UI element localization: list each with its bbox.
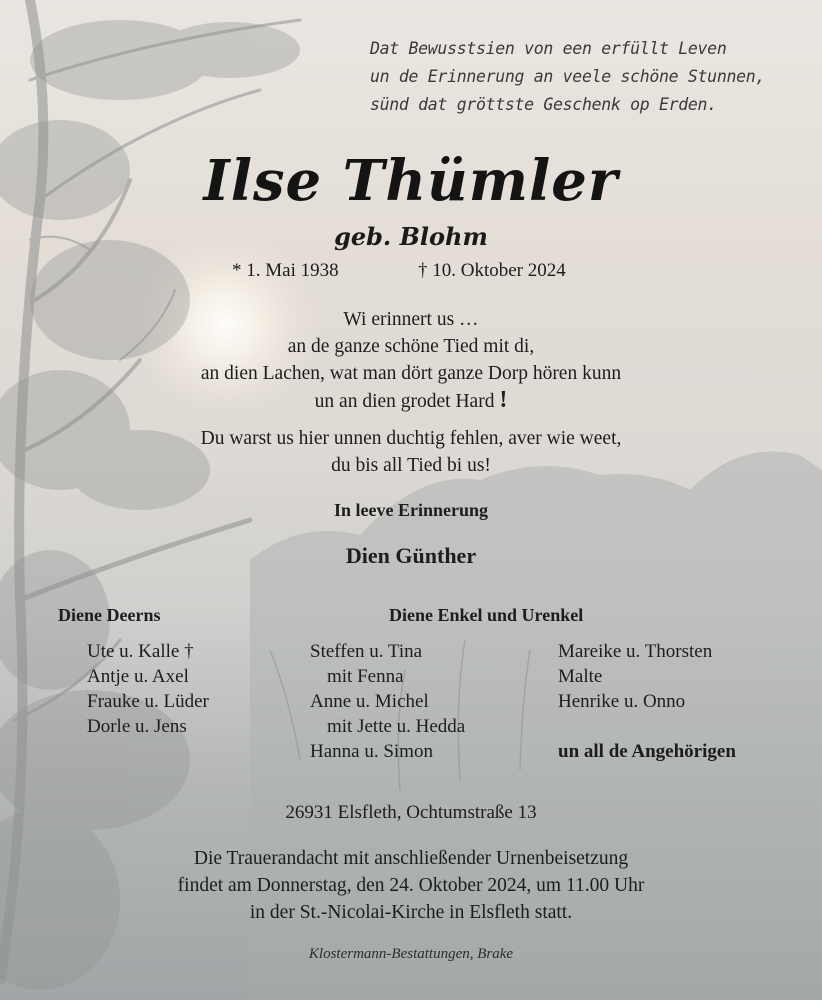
service-line: Die Trauerandacht mit anschließender Urnenbeisetzung: [193, 848, 629, 869]
list-spacer: [558, 714, 736, 739]
motto-line: sünd dat gröttste Geschenk op Erden.: [370, 95, 717, 114]
poem-line: an de ganze schöne Tied mit di,: [287, 336, 535, 357]
list-item: Malte: [558, 666, 603, 687]
poem-line: Du warst us hier unnen duchtig fehlen, aver wie weet,: [200, 428, 622, 449]
address: 26931 Elsfleth, Ochtumstraße 13: [285, 802, 537, 823]
poem: [0, 306, 822, 415]
in-memory-heading: In leeve Erinnerung: [333, 500, 488, 520]
grandchildren-list-2: [558, 639, 736, 764]
poem-closing: [0, 425, 822, 479]
list-item: Antje u. Axel: [87, 666, 189, 687]
grandchildren-header: Diene Enkel und Urenkel: [389, 605, 584, 625]
list-item: Frauke u. Lüder: [87, 691, 209, 712]
birth-date: * 1. Mai 1938: [232, 260, 339, 281]
funeral-service-info: [0, 845, 822, 926]
list-item: mit Fenna: [327, 666, 404, 687]
list-item: Ute u. Kalle †: [87, 641, 194, 662]
list-item: Henrike u. Onno: [558, 691, 686, 712]
poem-line: Wi erinnert us …: [343, 309, 479, 330]
service-line: in der St.-Nicolai-Kirche in Elsfleth statt.: [249, 902, 573, 923]
grandchildren-list-1: [310, 639, 465, 764]
exclamation-mark: !: [499, 387, 508, 413]
poem-line: du bis all Tied bi us!: [331, 455, 491, 476]
list-item: Mareike u. Thorsten: [558, 641, 713, 662]
service-line: findet am Donnerstag, den 24. Oktober 2024, um 11.00 Uhr: [177, 875, 645, 896]
list-item: mit Jette u. Hedda: [327, 716, 466, 737]
list-item: Anne u. Michel: [310, 691, 429, 712]
poem-line-text: un an dien grodet Hard: [314, 391, 495, 412]
deceased-name: Ilse Thümler: [203, 148, 619, 214]
list-item: Dorle u. Jens: [87, 716, 187, 737]
maiden-name: geb. Blohm: [334, 222, 488, 251]
undertaker-credit: Klostermann-Bestattungen, Brake: [308, 946, 514, 962]
motto-line: Dat Bewusstsien von een erfüllt Leven: [370, 39, 727, 58]
husband-name: Dien Günther: [345, 543, 477, 568]
death-date: † 10. Oktober 2024: [418, 260, 566, 281]
motto-line: un de Erinnerung an veele schöne Stunnen,: [370, 67, 765, 86]
poem-line: an dien Lachen, wat man dört ganze Dorp hören kunn: [200, 363, 622, 384]
motto-verse: [370, 35, 800, 119]
daughters-list: [87, 639, 209, 739]
list-item: Hanna u. Simon: [310, 741, 433, 762]
poem-line-last: [0, 387, 822, 415]
list-item: Steffen u. Tina: [310, 641, 423, 662]
daughters-header: Diene Deerns: [58, 605, 161, 625]
relatives-line: un all de Angehörigen: [558, 741, 736, 762]
